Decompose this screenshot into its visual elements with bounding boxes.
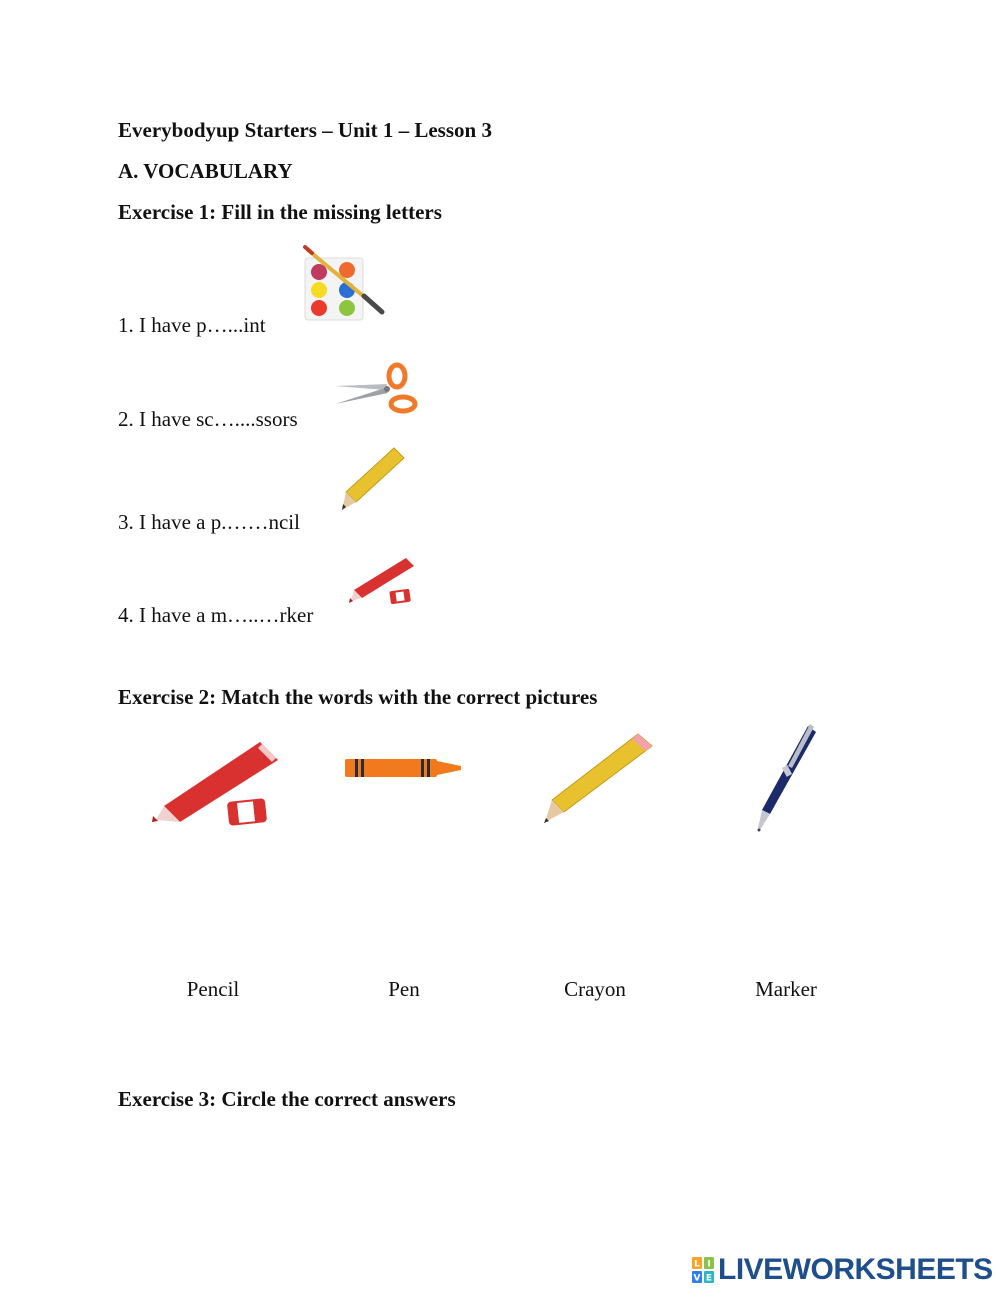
- exercise-1-heading: Exercise 1: Fill in the missing letters: [118, 200, 442, 224]
- section-heading: A. VOCABULARY: [118, 159, 293, 183]
- crayon-picture[interactable]: [343, 756, 467, 780]
- pen-picture[interactable]: [752, 722, 820, 834]
- logo-letter: E: [705, 1273, 713, 1284]
- scissors-icon: [333, 364, 419, 416]
- match-word-1[interactable]: Pencil: [186, 977, 240, 1001]
- marker-icon: [346, 556, 420, 608]
- exercise-1-item-2: 2. I have sc…....ssors: [118, 407, 298, 431]
- logo-letter: I: [707, 1259, 711, 1270]
- liveworksheets-logo-icon: [692, 1257, 714, 1283]
- exercise-1-item-1: 1. I have p…...int: [118, 313, 266, 337]
- paint-palette-icon: [302, 244, 388, 322]
- exercise-1-item-3: 3. I have a p.……ncil: [118, 510, 300, 534]
- match-word-4[interactable]: Marker: [755, 977, 817, 1001]
- exercise-3-heading: Exercise 3: Circle the correct answers: [118, 1087, 456, 1111]
- worksheet-title: Everybodyup Starters – Unit 1 – Lesson 3: [118, 118, 492, 142]
- exercise-2-heading: Exercise 2: Match the words with the correct pictures: [118, 685, 598, 709]
- pencil-picture[interactable]: [542, 732, 654, 826]
- exercise-1-item-4: 4. I have a m…..…rker: [118, 603, 314, 627]
- pencil-icon: [338, 446, 408, 516]
- logo-letter: V: [693, 1273, 701, 1284]
- marker-picture[interactable]: [150, 738, 280, 833]
- brand-name: LIVEWORKSHEETS: [718, 1253, 993, 1286]
- liveworksheets-logo[interactable]: [692, 1255, 993, 1285]
- logo-letter: L: [694, 1259, 700, 1270]
- match-word-3[interactable]: Crayon: [564, 977, 626, 1001]
- match-word-2[interactable]: Pen: [388, 977, 420, 1001]
